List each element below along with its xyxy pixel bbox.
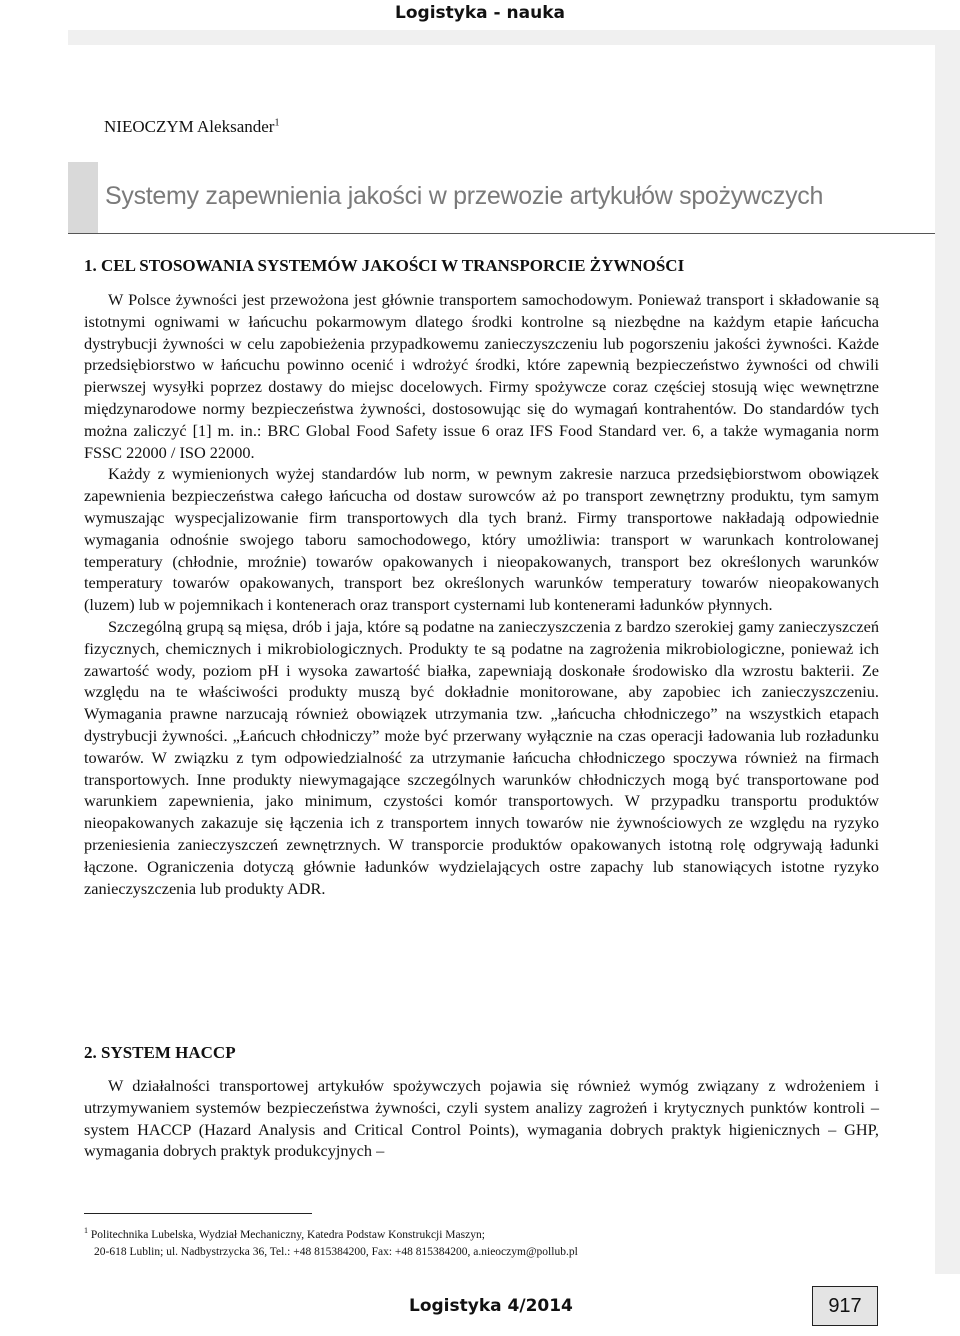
author-footnote-mark: 1 <box>274 117 280 129</box>
section-2-paragraph-1: W działalności transportowej artykułów spożywczych pojawia się również wymóg związany z wdrożeniem i utrzymywaniem systemów bezpieczeństwa żywności, czyli system analizy zagrożeń i krytycznych punktów kontroli – system HACCP (Hazard Analysis and Critical Control Points), wymagania dobrych praktyk higienicznych – GHP, wymagania dobrych praktyk produkcyjnych – <box>84 1076 879 1161</box>
footnote <box>84 1222 578 1261</box>
section-1-paragraph-3: Szczególną grupą są mięsa, drób i jaja, które są podatne na zanieczyszczenia z bardzo szerokiej gamy zanieczyszczeń fizycznych, chemicznych i mikrobiologicznych. Produkty te są podatne na zagrożenia mikrobiologiczne, ponieważ ich zawartość wody, poziom pH i wysoka zawartość białka, zapewniają doskonałe środowisko dla wzrostu bakterii. Ze względu na te właściwości produkty muszą być dokładnie monitorowane, aby zapobiec ich zanieczyszczeniu. Wymagania prawne narzucają również obowiązek utrzymania tzw. „łańcucha chłodniczego” na wszystkich etapach dystrybucji żywności. „Łańcuch chłodniczy” może być przerwany wyłącznie na czas operacji ładowania lub rozładunku towarów. W związku z tym odpowiedzialność za utrzymanie łańcucha chłodniczego spoczywa również na firmach transportowych. Inne produkty niewymagające szczególnych warunków chłodniczych mogą być transportowane pod warunkiem zapewnienia, jako minimum, czystości komór transportowych. W przypadku transportu produktów nieopakowanych zakazuje się łączenia ich z transportem innych towarów nie żywnościowych ze względu na ryzyko przeniesienia zanieczyszczeń zewnętrznych. W transporcie produktów opakowanych istotną rolę odgrywają ładunki łączone. Ograniczenia dotyczą głównie ładunków wydzielających ostre zapachy lub stanowiących istotne ryzyko zanieczyszczenia lub produkty ADR. <box>84 616 879 898</box>
footnote-mark: 1 <box>84 1226 88 1235</box>
journal-issue-footer: Logistyka 4/2014 <box>409 1296 573 1316</box>
page-number: 917 <box>812 1286 878 1326</box>
footnote-contact: 20-618 Lublin; ul. Nadbystrzycka 36, Tel.: +48 815384200, Fax: +48 815384200, a.nieoczym@pollub.pl <box>94 1245 578 1258</box>
author-line <box>104 117 279 137</box>
article-title: Systemy zapewnienia jakości w przewozie artykułów spożywczych <box>105 182 824 210</box>
title-accent-band <box>68 162 98 234</box>
section-1-body <box>84 289 879 899</box>
section-1-paragraph-1: W Polsce żywności jest przewożona jest głównie transportem samochodowym. Ponieważ transport i składowanie są istotnymi ogniwami w łańcuchu pokarmowym dlatego środki kontrolne są niezbędne na każdym etapie łańcucha dystrybucji żywności w celu zapobieżenia przypadkowemu zanieczyszczeniu lub pogorszeniu jakości żywności. Każde przedsiębiorstwo w łańcuchu powinno ocenić i wdrożyć środki, które zapewnią bezpieczeństwo żywności od chwili pierwszej wysyłki poprzez dostawy do miejsc docelowych. Firmy spożywcze coraz częściej stosują więc wewnętrzne międzynarodowe normy bezpieczeństwa żywności, dostosowując się do wymagań kontrahentów. Do standardów tych można zaliczyć [1] m. in.: BRC Global Food Safety issue 6 oraz IFS Food Standard ver. 6, a także wymagania norm FSSC 22000 / ISO 22000. <box>84 290 879 462</box>
section-1-paragraph-2: Każdy z wymienionych wyżej standardów lub norm, w pewnym zakresie narzuca przedsiębiorstwom obowiązek zapewnienia bezpieczeństwa całego łańcucha od dostaw surowców aż po transport zewnętrzny produktu, tym samym wymuszając wyspecjalizowanie firm transportowych dla tych branż. Firmy transportowe nakładają odpowiednie wymagania odnośnie swojego taboru samochodowego, który umożliwia: transport w warunkach kontrolowanej temperatury (chłodnie, mroźnie) towarów opakowanych i nieopakowanych, transport bez określonych warunków temperatury towarów opakowanych, transport bez określonych warunków temperatury towarów nieopakowanych (luzem) lub w pojemnikach i kontenerach oraz transport cysternami lub kontenerami ładunków płynnych. <box>84 464 879 615</box>
title-divider <box>68 233 935 234</box>
author-name: NIEOCZYM Aleksander <box>104 117 275 136</box>
section-1-heading: 1. CEL STOSOWANIA SYSTEMÓW JAKOŚCI W TRANSPORCIE ŻYWNOŚCI <box>84 256 685 275</box>
journal-header: Logistyka - nauka <box>395 3 565 23</box>
footnote-divider <box>84 1213 312 1214</box>
footnote-affiliation: Politechnika Lubelska, Wydział Mechaniczny, Katedra Podstaw Konstrukcji Maszyn; <box>90 1228 485 1241</box>
section-2-body <box>84 1075 879 1162</box>
section-2-heading: 2. SYSTEM HACCP <box>84 1043 236 1062</box>
